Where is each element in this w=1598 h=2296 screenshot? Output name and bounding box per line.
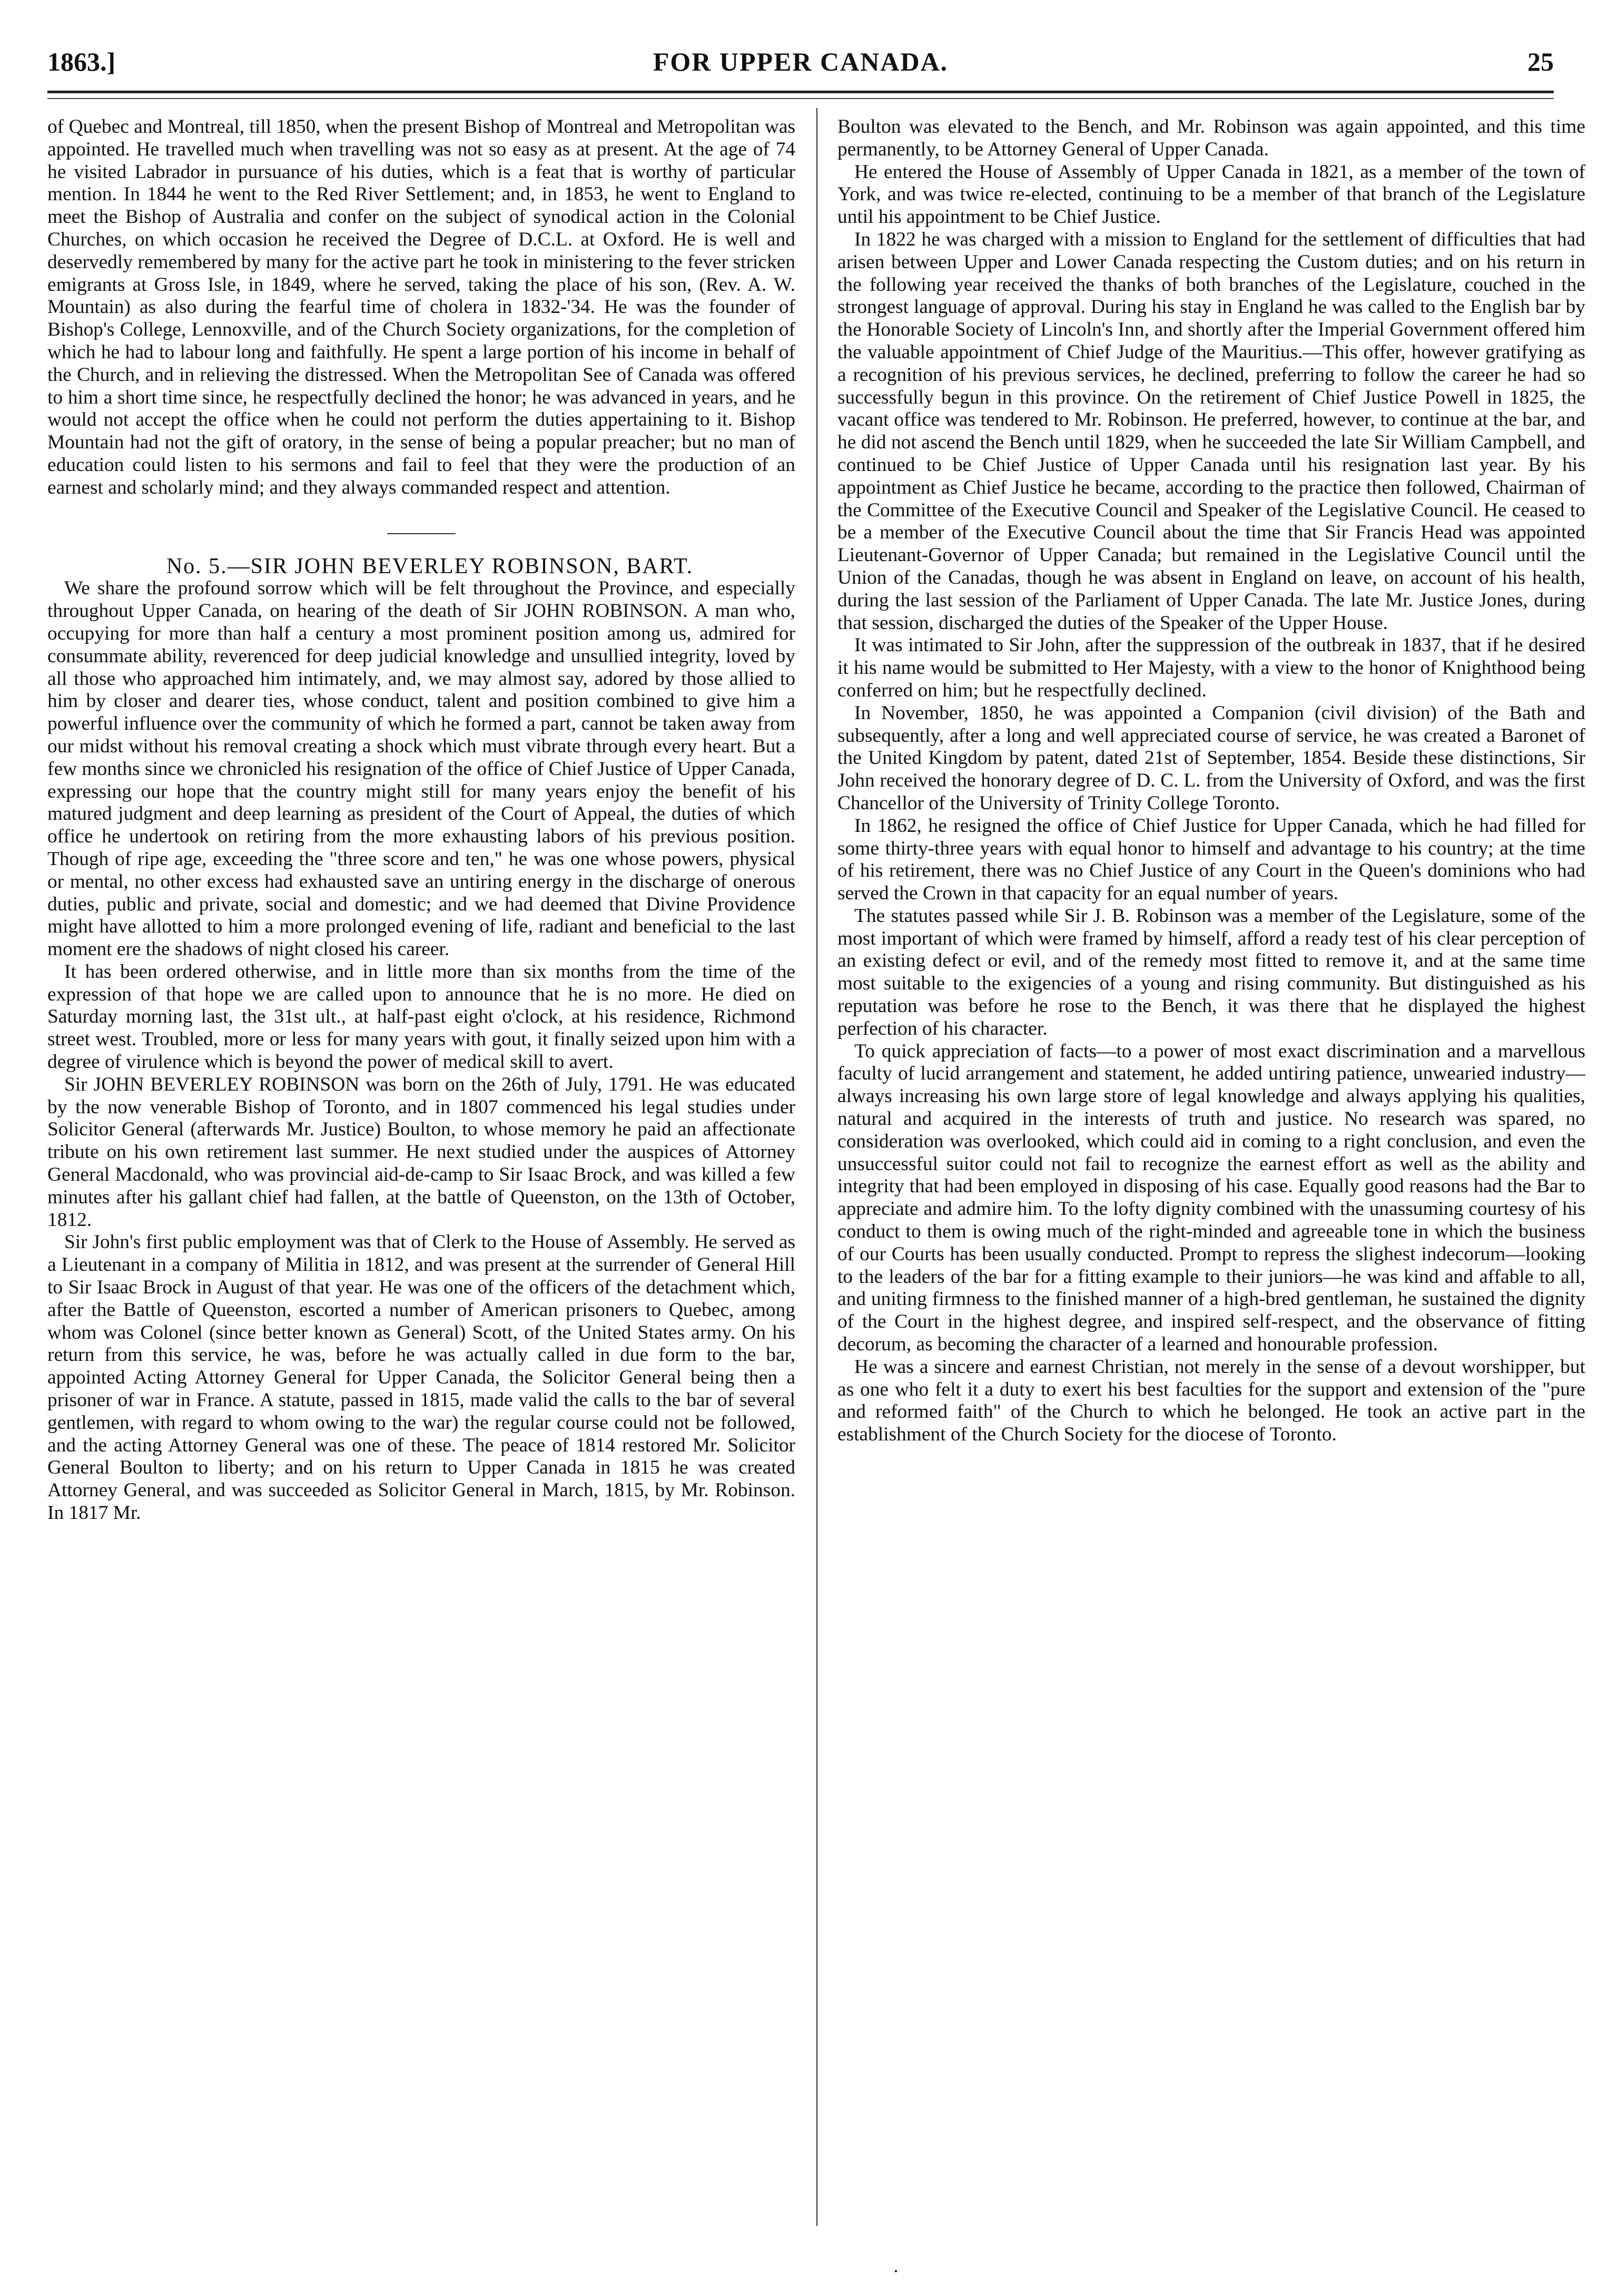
- page-number: 25: [1527, 47, 1554, 76]
- header-title: FOR UPPER CANADA.: [653, 47, 949, 76]
- article-paragraph: He was a sincere and earnest Christian, not merely in the sense of a devout worshipper, but as one who felt it a duty to exert his best faculties for the support and extension of the "pure and reformed faith" of the Church to which he belonged. He took an active part in the establishment of the Church Society for the diocese of Toronto.: [837, 1356, 1585, 1446]
- article-paragraph: Sir JOHN BEVERLEY ROBINSON was born on the 26th of July, 1791. He was educated by the now venerable Bishop of Toronto, and in 1807 commenced his legal studies under Solicitor General (afterwards Mr. Justice) Boulton, to whose memory he paid an affectionate tribute on his own retirement last summer. He next studied under the auspices of Attorney General Macdonald, who was provincial aid-de-camp to Sir Isaac Brock, and was killed a few minutes after his gallant chief had fallen, at the battle of Queenston, on the 13th of October, 1812.: [47, 1073, 795, 1231]
- section-spacer: [47, 499, 795, 533]
- page-header: [47, 46, 1554, 83]
- printer-dot: ·: [893, 2261, 899, 2282]
- header-year: 1863.]: [47, 47, 116, 76]
- article-paragraph: In November, 1850, he was appointed a Companion (civil division) of the Bath and subsequently, after a long and well appreciated course of service, he was created a Baronet of the United Kingdom by patent, dated 21st of September, 1854. Beside these distinctions, Sir John received the honorary degree of D. C. L. from the University of Oxford, and was the first Chancellor of the University of Trinity College Toronto.: [837, 702, 1585, 814]
- article-paragraph: We share the profound sorrow which will be felt throughout the Province, and especially throughout Upper Canada, on hearing of the death of Sir JOHN ROBINSON. A man who, occupying for more than half a century a most prominent position among us, admired for consummate ability, reverenced for deep judicial knowledge and unsullied integrity, loved by all those who approached him intimately, and, we may almost say, adored by those allied to him by closer and dearer ties, whose conduct, talent and position combined to give him a powerful influence over the community of which he formed a part, cannot be taken away from our midst without his removal creating a shock which must vibrate through every heart. But a few months since we chronicled his resignation of the office of Chief Justice of Upper Canada, expressing our hope that the country might still for many years enjoy the benefit of his matured judgment and deep learning as president of the Court of Appeal, the duties of which office he undertook on retiring from the more exhausting labors of his previous position. Though of ripe age, exceeding the "three score and ten," he was one whose powers, physical or mental, no other excess had exhausted save an untiring energy in the discharge of onerous duties, public and private, social and domestic; and we had deemed that Divine Providence might have allotted to him a more prolonged evening of life, radiant and beneficial to the last moment ere the shadows of night closed his career.: [47, 577, 795, 960]
- left-column: [47, 116, 795, 1525]
- article-paragraph: It was intimated to Sir John, after the suppression of the outbreak in 1837, that if he desired it his name would be submitted to Her Majesty, with a view to the honor of Knighthood being conferred on him; but he respectfully declined.: [837, 634, 1585, 701]
- continued-paragraph: Boulton was elevated to the Bench, and Mr. Robinson was again appointed, and this time permanently, to be Attorney General of Upper Canada.: [837, 116, 1585, 160]
- article-paragraph: He entered the House of Assembly of Upper Canada in 1821, as a member of the town of York, and was twice re-elected, continuing to be a member of that branch of the Legislature until his appointment to be Chief Justice.: [837, 161, 1585, 228]
- article-paragraph: In 1822 he was charged with a mission to England for the settlement of difficulties that had arisen between Upper and Lower Canada respecting the Custom duties; and on his return in the following year received the thanks of both branches of the Legislature, couched in the strongest language of approval. During his stay in England he was called to the English bar by the Honorable Society of Lincoln's Inn, and shortly after the Imperial Government offered him the valuable appointment of Chief Judge of the Mauritius.—This offer, however gratifying as a recognition of his previous services, he declined, preferring to follow the career he had so successfully begun in this province. On the retirement of Chief Justice Powell in 1825, the vacant office was tendered to Mr. Robinson. He preferred, however, to continue at the bar, and he did not ascend the Bench until 1829, when he succeeded the late Sir William Campbell, and continued to be Chief Justice of Upper Canada until his resignation last year. By his appointment as Chief Justice he became, according to the practice then followed, Chairman of the Committee of the Executive Council and Speaker of the Legislative Council. He ceased to be a member of the Executive Council about the time that Sir Francis Head was appointed Lieutenant-Governor of Upper Canada; but remained in the Legislative Council until the Union of the Canadas, though he was absent in England on leave, on account of his health, during the last session of the Parliament of Upper Canada. The late Mr. Justice Jones, during that session, discharged the duties of the Speaker of the Upper House.: [837, 228, 1585, 634]
- header-rule-thin: [47, 98, 1554, 99]
- continued-paragraph: of Quebec and Montreal, till 1850, when the present Bishop of Montreal and Metropolitan was appointed. He travelled much when travelling was not so easy as at present. At the age of 74 he visited Labrador in pursuance of his duties, which is a feat that is worthy of particular mention. In 1844 he went to the Red River Settlement; and, in 1853, he went to England to meet the Bishop of Australia and confer on the subject of synodical action in the Colonial Churches, on which occasion he received the Degree of D.C.L. at Oxford. He is well and deservedly remembered by many for the active part he took in ministering to the fever stricken emigrants at Gross Isle, in 1849, where he served, taking the place of his son, (Rev. A. W. Mountain) as also during the fearful time of cholera in 1832-'34. He was the founder of Bishop's College, Lennoxville, and of the Church Society organizations, for the completion of which he had to labour long and faithfully. He spent a large portion of his income in behalf of the Church, and in relieving the distressed. When the Metropolitan See of Canada was offered to him a short time since, he respectfully declined the honor; he was advanced in years, and he would not accept the office when he could not perform the duties appertaining to it. Bishop Mountain had not the gift of oratory, in the sense of being a popular preacher; but no man of education could listen to his sermons and fail to feel that they were the production of an earnest and scholarly mind; and they always commanded respect and attention.: [47, 116, 795, 498]
- section-heading: No. 5.—SIR JOHN BEVERLEY ROBINSON, BART.: [166, 554, 694, 578]
- article-paragraph: To quick appreciation of facts—to a power of most exact discrimination and a marvellous faculty of lucid arrangement and statement, he added untiring patience, unwearied industry—always increasing his own large store of legal knowledge and always applying his qualities, natural and acquired in the interests of truth and justice. No research was spared, no consideration was overlooked, which could aid in coming to a right conclusion, and even the unsuccessful suitor could not fail to recognize the earnest effort as well as the ability and integrity that had been employed in disposing of his case. Equally good reasons had the Bar to appreciate and admire him. To the lofty dignity combined with the unassuming courtesy of his conduct to them is owing much of the right-minded and agreeable tone in which the business of our Courts has been usually conducted. Prompt to repress the slighest indecorum—looking to the leaders of the bar for a fitting example to their juniors—he was kind and affable to all, and uniting firmness to the finished manner of a high-bred gentleman, he sustained the dignity of the Court in the highest degree, and inspired self-respect, and the observance of fitting decorum, as becoming the character of a learned and honourable profession.: [837, 1040, 1585, 1356]
- article-paragraph: Sir John's first public employment was that of Clerk to the House of Assembly. He served as a Lieutenant in a company of Militia in 1812, and was present at the surrender of General Hill to Sir Isaac Brock in August of that year. He was one of the officers of the detachment which, after the Battle of Queenston, escorted a number of American prisoners to Quebec, among whom was Colonel (since better known as General) Scott, of the United States army. On his return from this service, he was, before he was actually called in due form to the bar, appointed Acting Attorney General for Upper Canada, the Solicitor General being then a prisoner of war in France. A statute, passed in 1815, made valid the calls to the bar of several gentlemen, with regard to whom owing to the war) the regular course could not be followed, and the acting Attorney General was one of these. The peace of 1814 restored Mr. Solicitor General Boulton to liberty; and on his return to Upper Canada in 1815 he was created Attorney General, and was succeeded as Solicitor General in March, 1815, by Mr. Robinson. In 1817 Mr.: [47, 1231, 795, 1524]
- article-paragraph: The statutes passed while Sir J. B. Robinson was a member of the Legislature, some of the most important of which were framed by himself, afford a ready test of his clear perception of an existing defect or evil, and of the remedy most fitted to remove it, and at the same time most suitable to the exigencies of a young and rising community. But distinguished as his reputation was before he rose to the Bench, it was there that he displayed the highest perfection of his character.: [837, 905, 1585, 1039]
- right-column: [837, 116, 1585, 1446]
- article-paragraph: It has been ordered otherwise, and in little more than six months from the time of the expression of that hope we are called upon to announce that he is no more. He died on Saturday morning last, the 31st ult., at half-past eight o'clock, at his residence, Richmond street west. Troubled, more or less for many years with gout, it finally seized upon him with a degree of virulence which is beyond the power of medical skill to avert.: [47, 960, 795, 1073]
- section-spacer: [47, 534, 795, 555]
- column-divider: [816, 108, 817, 2226]
- article-paragraph: In 1862, he resigned the office of Chief Justice for Upper Canada, which he had filled for some thirty-three years with equal honor to himself and advantage to his country; at the time of his retirement, there was no Chief Justice of any Court in the Queen's dominions who had served the Crown in that capacity for an equal number of years.: [837, 815, 1585, 905]
- header-rule-thick: [47, 91, 1554, 93]
